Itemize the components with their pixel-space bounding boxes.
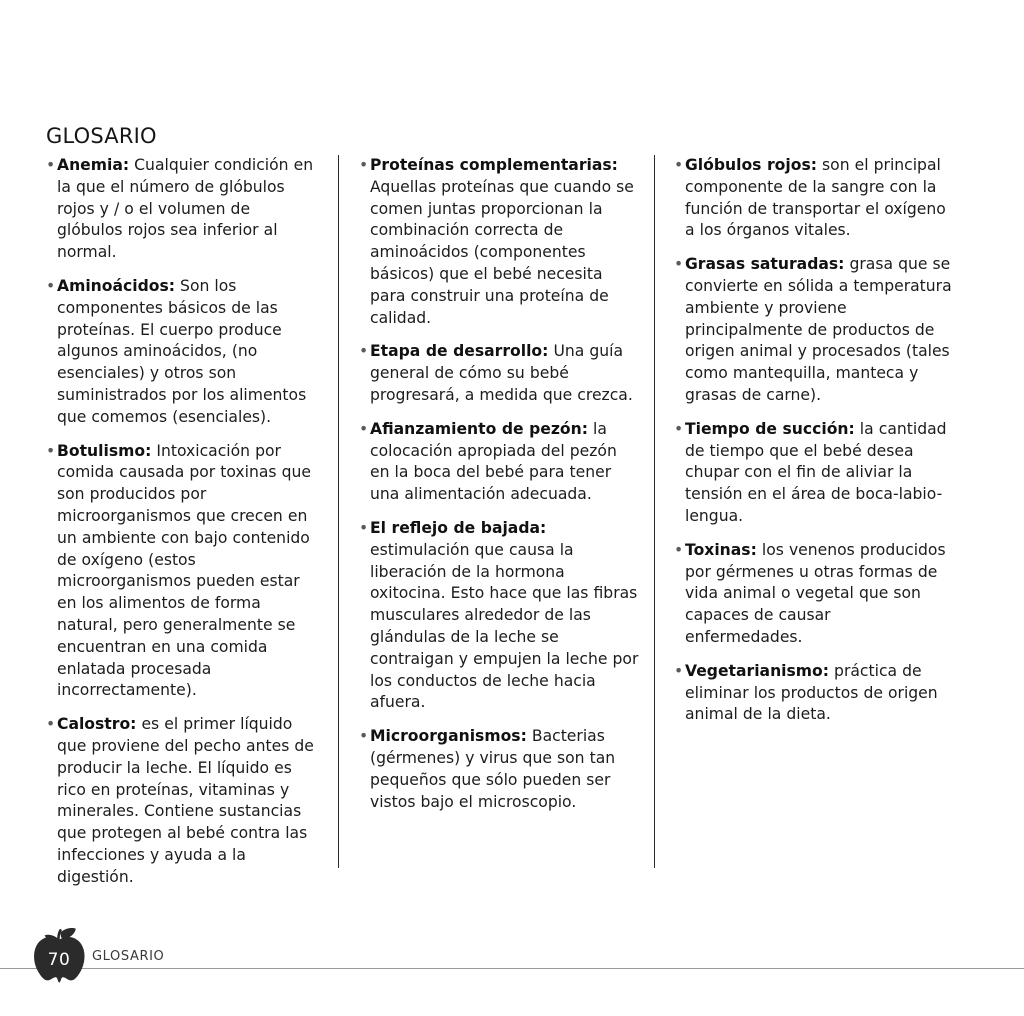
- glossary-definition: son el principal componente de la sangre con la función de transportar el oxígeno a los órganos vitales.: [685, 156, 946, 240]
- glossary-term: Vegetarianismo:: [685, 661, 829, 680]
- glossary-column-3: [674, 155, 952, 726]
- glossary-entry: [46, 714, 318, 888]
- footer-section-label: GLOSARIO: [92, 949, 165, 964]
- glossary-entry: [359, 419, 639, 506]
- bullet-icon: •: [674, 156, 684, 174]
- glossary-entry: [359, 341, 639, 406]
- bullet-icon: •: [46, 156, 56, 174]
- glossary-definition: es el primer líquido que proviene del pecho antes de producir la leche. El líquido es rico en proteínas, vitaminas y minerales. Contiene sustancias que protegen al bebé contra las infecciones y ayuda a la digestión.: [57, 715, 314, 886]
- glossary-entry: [46, 441, 318, 703]
- glossary-term: Tiempo de succión:: [685, 419, 855, 438]
- glossary-definition: la colocación apropiada del pezón en la boca del bebé para tener una alimentación adecuada.: [370, 419, 617, 504]
- glossary-definition: Intoxicación por comida causada por toxinas que son producidos por microorganismos que crecen en un ambiente con bajo contenido de oxígeno (estos microorganismos pueden estar en los alimentos de forma natural, pero generalmente se encuentran en una comida enlatada procesada incorrectamente).: [57, 441, 311, 700]
- bullet-icon: •: [674, 540, 684, 559]
- glossary-definition: Aquellas proteínas que cuando se comen juntas proporcionan la combinación correcta de aminoácidos (componentes básicos) que el bebé necesita para construir una proteína de calidad.: [370, 177, 634, 327]
- glossary-entry: [359, 155, 639, 329]
- column-divider-2: [654, 155, 655, 868]
- bullet-icon: •: [359, 419, 369, 438]
- glossary-term: Afianzamiento de pezón:: [370, 419, 588, 438]
- glossary-definition: Bacterias (gérmenes) y virus que son tan pequeños que sólo pueden ser vistos bajo el microscopio.: [370, 727, 616, 811]
- glossary-entry: [359, 726, 639, 813]
- bullet-icon: •: [359, 342, 369, 361]
- glossary-entry: [674, 540, 952, 649]
- bullet-icon: •: [674, 661, 684, 680]
- page-footer: [0, 920, 1024, 1016]
- glossary-definition: Son los componentes básicos de las proteínas. El cuerpo produce algunos aminoácidos, (no esenciales) y otros son suministrados por los alimentos que comemos (esenciales).: [57, 276, 307, 426]
- glossary-columns: [0, 155, 1024, 886]
- glossary-column-1: [46, 155, 318, 889]
- glossary-entry: [46, 276, 318, 429]
- glossary-term: Anemia:: [57, 156, 130, 174]
- glossary-entry: [674, 254, 952, 407]
- glossary-definition: los venenos producidos por gérmenes u otras formas de vida animal o vegetal que son capaces de causar enfermedades.: [685, 540, 946, 646]
- glossary-term: El reflejo de bajada:: [370, 518, 547, 537]
- glossary-entry: [674, 661, 952, 726]
- glossary-entry: [46, 155, 318, 264]
- glossary-entry: [674, 419, 952, 528]
- glossary-term: Aminoácidos:: [57, 276, 175, 295]
- apple-icon: [30, 924, 88, 986]
- glossary-term: Toxinas:: [685, 540, 757, 559]
- footer-divider: [0, 968, 1024, 969]
- bullet-icon: •: [46, 276, 56, 295]
- glossary-definition: la cantidad de tiempo que el bebé desea chupar con el fin de aliviar la tensión en el área de boca-labio-lengua.: [685, 419, 947, 525]
- glossary-term: Grasas saturadas:: [685, 255, 845, 274]
- page-title: GLOSARIO: [46, 124, 157, 148]
- glossary-term: Etapa de desarrollo:: [370, 342, 549, 361]
- glossary-term: Calostro:: [57, 715, 137, 734]
- glossary-entry: [359, 518, 639, 714]
- bullet-icon: •: [359, 727, 369, 746]
- glossary-definition: Una guía general de cómo su bebé progresará, a medida que crezca.: [370, 342, 633, 404]
- page-number: 70: [47, 949, 71, 970]
- glossary-term: Botulismo:: [57, 441, 152, 460]
- glossary-definition: grasa que se convierte en sólida a temperatura ambiente y proviene principalmente de productos de origen animal y procesados (tales como mantequilla, manteca y grasas de carne).: [685, 255, 952, 404]
- glossary-definition: práctica de eliminar los productos de origen animal de la dieta.: [685, 661, 938, 724]
- glossary-term: Glóbulos rojos:: [685, 156, 817, 174]
- glossary-definition: estimulación que causa la liberación de la hormona oxitocina. Esto hace que las fibras musculares alrededor de las glándulas de la leche se contraigan y empujen la leche por los conductos de leche hacia afuera.: [370, 540, 639, 712]
- bullet-icon: •: [674, 255, 684, 274]
- glossary-entry: [674, 155, 952, 242]
- bullet-icon: •: [674, 419, 684, 438]
- bullet-icon: •: [46, 441, 56, 460]
- glossary-definition: Cualquier condición en la que el número de glóbulos rojos y / o el volumen de glóbulos rojos sea inferior al normal.: [57, 156, 314, 262]
- bullet-icon: •: [46, 715, 56, 734]
- bullet-icon: •: [359, 518, 369, 537]
- glossary-term: Microorganismos:: [370, 727, 527, 746]
- glossary-term: Proteínas complementarias:: [370, 156, 618, 174]
- column-divider-1: [338, 155, 339, 868]
- bullet-icon: •: [359, 156, 369, 174]
- glossary-column-2: [359, 155, 639, 813]
